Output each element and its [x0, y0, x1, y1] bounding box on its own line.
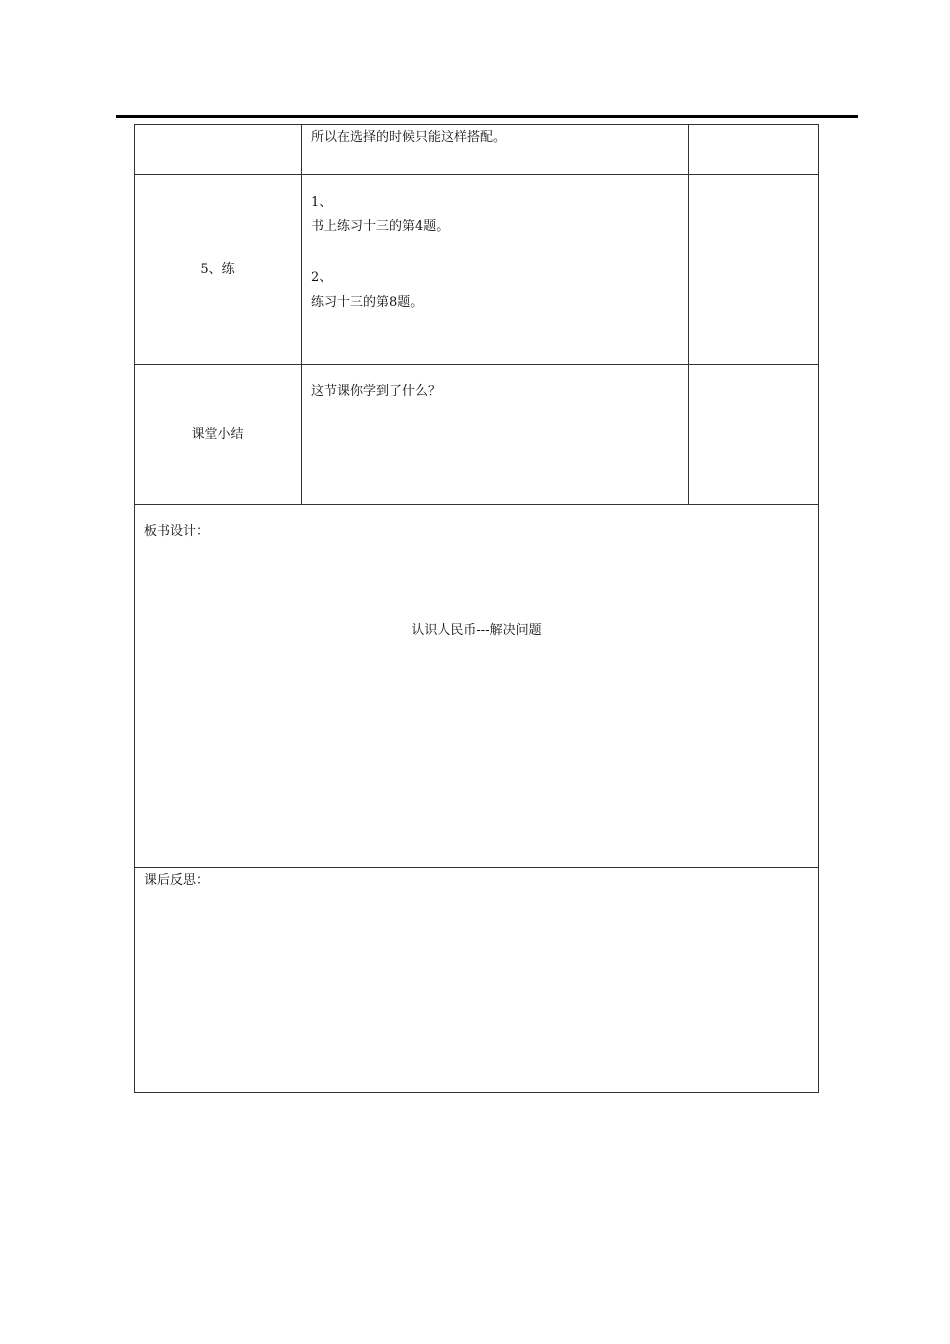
- row2-content-line: 练习十三的第8题。: [311, 295, 424, 310]
- row2-content-line: 1、: [311, 195, 333, 210]
- row2-content-line: 书上练习十三的第4题。: [311, 219, 450, 234]
- reflection-heading: 课后反思：: [144, 873, 210, 888]
- row1-content-line: 所以在选择的时候只能这样搭配。: [311, 130, 507, 145]
- row3-label: 课堂小结: [191, 427, 244, 442]
- row2-label: 5、练: [200, 262, 235, 277]
- header-rule: [116, 115, 858, 118]
- board-design-title: 认识人民币---解决问题: [411, 623, 542, 638]
- column-divider: [301, 124, 302, 504]
- row3-content-line: 这节课你学到了什么？: [311, 384, 442, 399]
- row-divider: [134, 867, 819, 868]
- row-divider: [134, 504, 819, 505]
- row-divider: [134, 364, 819, 365]
- row-divider: [134, 174, 819, 175]
- row2-content-line: 2、: [311, 270, 333, 285]
- column-divider: [688, 124, 689, 504]
- board-design-heading: 板书设计：: [144, 524, 210, 539]
